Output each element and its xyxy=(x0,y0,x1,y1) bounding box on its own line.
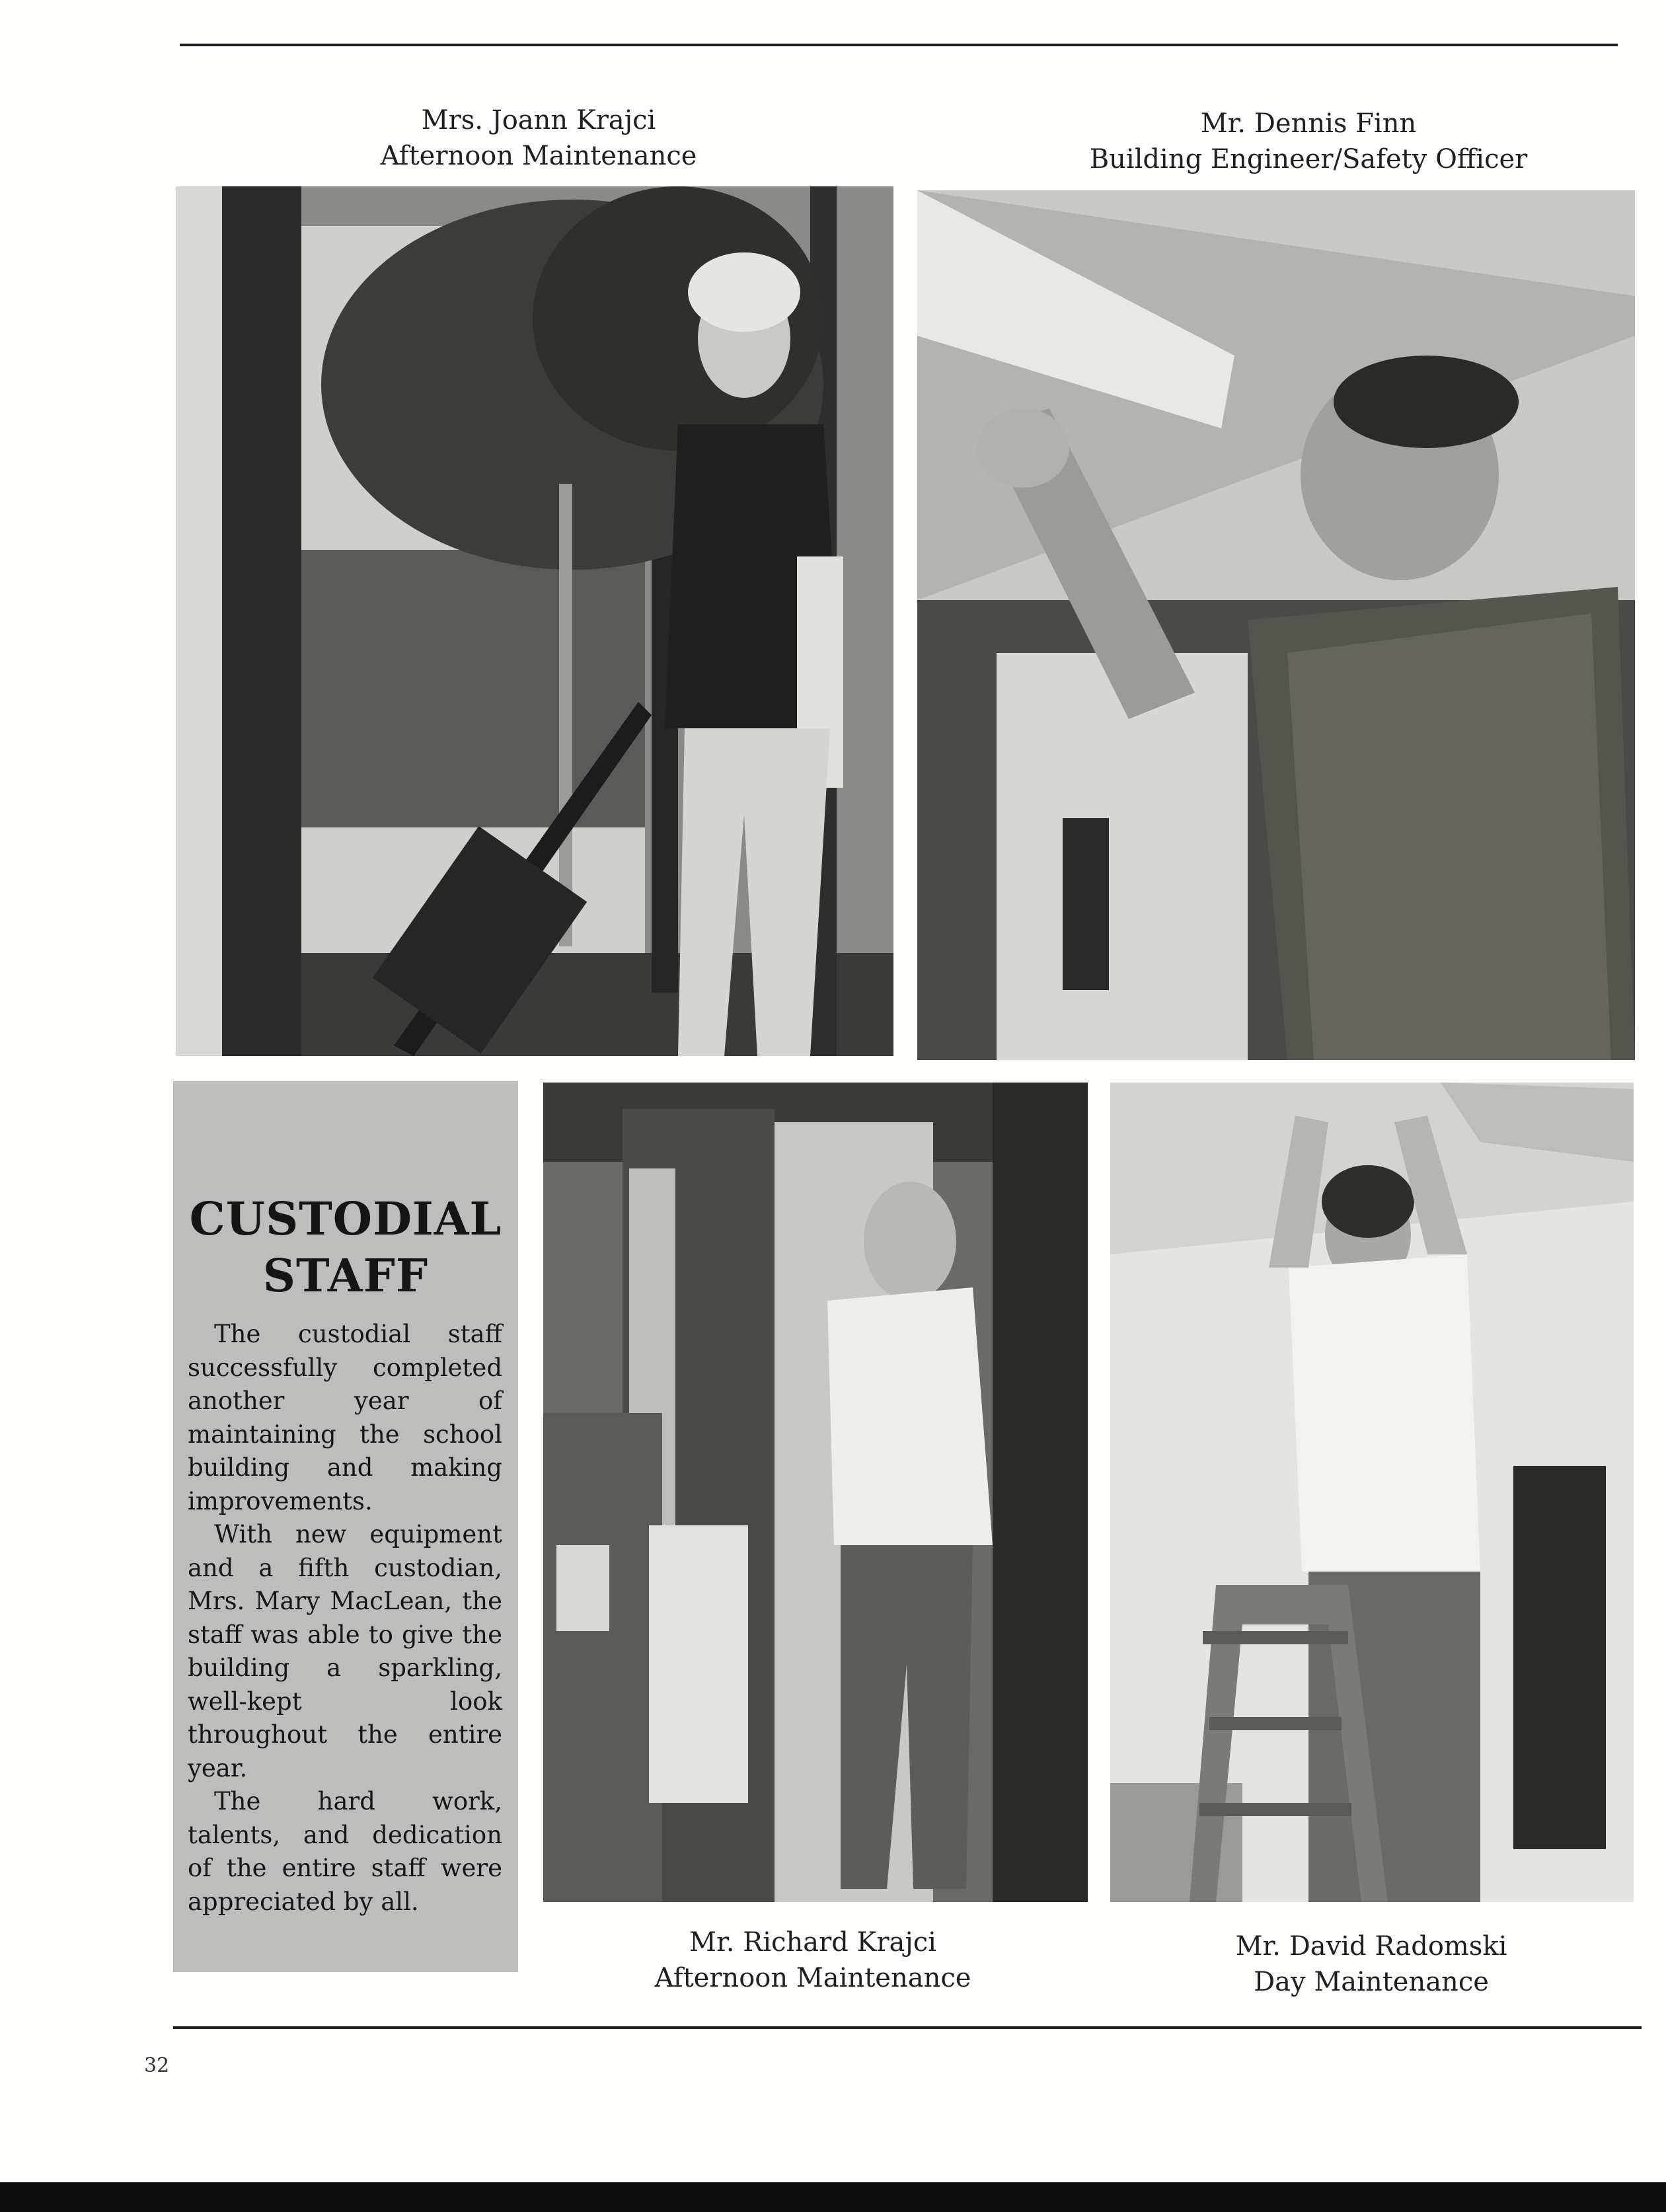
page-number: 32 xyxy=(144,2054,170,2077)
paragraph: The hard work, talents, and dedication of the entire staff were appreciated by all. xyxy=(188,1787,502,1916)
caption-name: Mr. David Radomski xyxy=(1235,1931,1507,1962)
caption-name: Mrs. Joann Krajci xyxy=(421,105,656,135)
caption-role: Afternoon Maintenance xyxy=(654,1963,971,1993)
caption-role: Day Maintenance xyxy=(1254,1967,1489,1997)
caption-name: Mr. Richard Krajci xyxy=(689,1927,936,1958)
bottom-rule xyxy=(173,2026,1642,2029)
caption-david-radomski xyxy=(1110,1928,1632,2000)
photo-david-radomski xyxy=(1110,1083,1634,1902)
scan-edge-bar xyxy=(0,2182,1666,2212)
paragraph: With new equipment and a fifth custodian, Mrs. Mary MacLean, the staff was able to give the building a sparkling, well-kept look throughout the entire year. xyxy=(188,1520,502,1782)
caption-role: Building Engineer/Safety Officer xyxy=(1089,144,1528,174)
caption-dennis-finn xyxy=(978,106,1639,177)
paragraph: The custodial staff successfully completed another year of maintaining the school building and making improvements. xyxy=(188,1320,502,1515)
photo-joann-krajci xyxy=(176,186,893,1056)
section-title: CUSTODIAL STAFF xyxy=(189,1193,502,1303)
caption-richard-krajci xyxy=(549,1925,1077,1996)
caption-name: Mr. Dennis Finn xyxy=(1200,108,1417,139)
top-rule xyxy=(180,44,1618,46)
photo-dennis-finn xyxy=(917,190,1635,1060)
caption-role: Afternoon Maintenance xyxy=(380,141,697,171)
custodial-staff-panel xyxy=(173,1081,518,1972)
section-body xyxy=(188,1318,502,1919)
caption-joann-krajci xyxy=(258,102,819,174)
photo-richard-krajci xyxy=(543,1083,1088,1902)
